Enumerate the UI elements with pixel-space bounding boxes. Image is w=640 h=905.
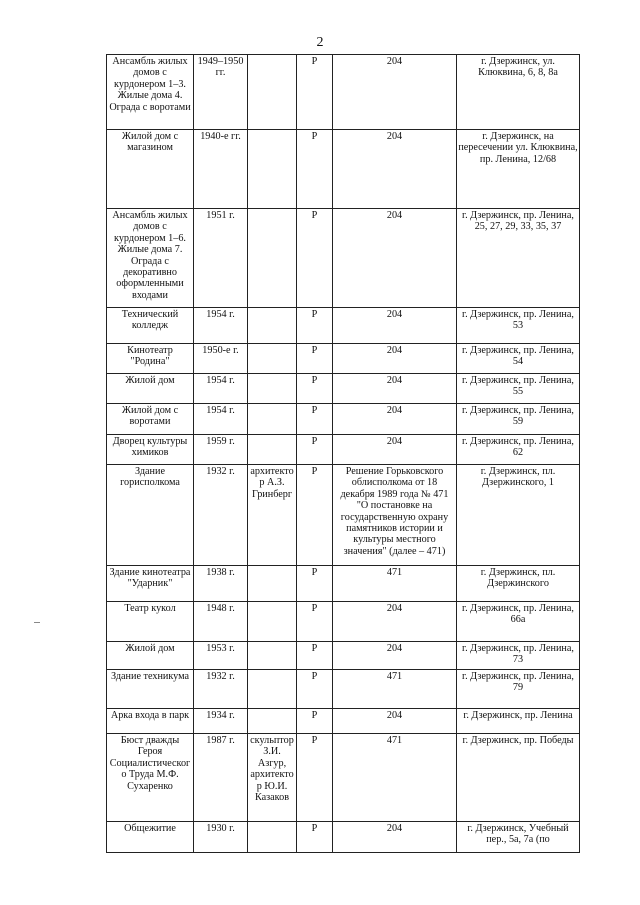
document-cell: 204 [333, 308, 457, 344]
object-name-cell: Театр кукол [107, 602, 194, 642]
object-name-cell: Дворец культуры химиков [107, 435, 194, 465]
object-name-cell: Ансамбль жилых домов с курдонером 1–3. Жилые дома 4. Ограда с воротами [107, 55, 194, 130]
author-cell [248, 566, 297, 602]
table-row [107, 344, 580, 374]
date-cell: 1959 г. [194, 435, 248, 465]
object-name-cell: Кинотеатр "Родина" [107, 344, 194, 374]
category-cell: Р [297, 602, 333, 642]
monuments-table-body [107, 55, 580, 853]
author-cell [248, 709, 297, 734]
category-cell: Р [297, 130, 333, 209]
table-row [107, 602, 580, 642]
document-cell: 204 [333, 374, 457, 404]
monuments-table [106, 54, 580, 853]
category-cell: Р [297, 566, 333, 602]
document-cell: 471 [333, 670, 457, 709]
date-cell: 1987 г. [194, 734, 248, 822]
date-cell: 1930 г. [194, 822, 248, 853]
author-cell: архитектор А.З. Гринберг [248, 465, 297, 566]
category-cell: Р [297, 670, 333, 709]
margin-mark [34, 622, 40, 623]
address-cell: г. Дзержинск, пр. Ленина, 54 [457, 344, 580, 374]
address-cell: г. Дзержинск, пр. Ленина, 62 [457, 435, 580, 465]
date-cell: 1954 г. [194, 374, 248, 404]
table-row [107, 642, 580, 670]
date-cell: 1932 г. [194, 670, 248, 709]
category-cell: Р [297, 344, 333, 374]
table-row [107, 308, 580, 344]
object-name-cell: Технический колледж [107, 308, 194, 344]
object-name-cell: Бюст дважды Героя Социалистического Труда М.Ф. Сухаренко [107, 734, 194, 822]
date-cell: 1951 г. [194, 209, 248, 308]
document-cell: 204 [333, 130, 457, 209]
author-cell [248, 55, 297, 130]
object-name-cell: Здание техникума [107, 670, 194, 709]
document-cell: 204 [333, 209, 457, 308]
address-cell: г. Дзержинск, пл. Дзержинского, 1 [457, 465, 580, 566]
author-cell [248, 344, 297, 374]
author-cell: скульптор З.И. Азгур, архитектор Ю.И. Казаков [248, 734, 297, 822]
address-cell: г. Дзержинск, Учебный пер., 5а, 7а (по [457, 822, 580, 853]
address-cell: г. Дзержинск, пр. Ленина, 66а [457, 602, 580, 642]
table-row [107, 709, 580, 734]
table-row [107, 465, 580, 566]
address-cell: г. Дзержинск, пр. Ленина, 73 [457, 642, 580, 670]
category-cell: Р [297, 822, 333, 853]
table-row [107, 566, 580, 602]
document-cell: 204 [333, 709, 457, 734]
object-name-cell: Жилой дом с магазином [107, 130, 194, 209]
object-name-cell: Здание кинотеатра "Ударник" [107, 566, 194, 602]
category-cell: Р [297, 465, 333, 566]
document-cell: 204 [333, 602, 457, 642]
category-cell: Р [297, 374, 333, 404]
category-cell: Р [297, 709, 333, 734]
date-cell: 1954 г. [194, 308, 248, 344]
table-row [107, 734, 580, 822]
object-name-cell: Здание горисполкома [107, 465, 194, 566]
category-cell: Р [297, 209, 333, 308]
date-cell: 1950-е г. [194, 344, 248, 374]
object-name-cell: Ансамбль жилых домов с курдонером 1–6. Жилые дома 7. Ограда с декоративно оформленными входами [107, 209, 194, 308]
table-row [107, 55, 580, 130]
date-cell: 1934 г. [194, 709, 248, 734]
address-cell: г. Дзержинск, пр. Ленина, 25, 27, 29, 33, 35, 37 [457, 209, 580, 308]
author-cell [248, 308, 297, 344]
category-cell: Р [297, 734, 333, 822]
object-name-cell: Жилой дом с воротами [107, 404, 194, 435]
document-cell: Решение Горьковского облисполкома от 18 декабря 1989 года № 471 "О постановке на государственную охрану памятников истории и культуры местного значения" (далее – 471) [333, 465, 457, 566]
date-cell: 1932 г. [194, 465, 248, 566]
date-cell: 1948 г. [194, 602, 248, 642]
category-cell: Р [297, 404, 333, 435]
address-cell: г. Дзержинск, ул. Клюквина, 6, 8, 8а [457, 55, 580, 130]
author-cell [248, 404, 297, 435]
author-cell [248, 670, 297, 709]
object-name-cell: Арка входа в парк [107, 709, 194, 734]
object-name-cell: Жилой дом [107, 374, 194, 404]
address-cell: г. Дзержинск, пр. Ленина [457, 709, 580, 734]
table-row [107, 130, 580, 209]
object-name-cell: Общежитие [107, 822, 194, 853]
table-row [107, 435, 580, 465]
category-cell: Р [297, 642, 333, 670]
category-cell: Р [297, 308, 333, 344]
date-cell: 1949–1950 гг. [194, 55, 248, 130]
author-cell [248, 374, 297, 404]
table-row [107, 822, 580, 853]
category-cell: Р [297, 435, 333, 465]
address-cell: г. Дзержинск, пр. Ленина, 59 [457, 404, 580, 435]
table-row [107, 404, 580, 435]
address-cell: г. Дзержинск, пр. Ленина, 79 [457, 670, 580, 709]
document-cell: 204 [333, 55, 457, 130]
document-cell: 204 [333, 642, 457, 670]
document-cell: 204 [333, 344, 457, 374]
document-cell: 204 [333, 822, 457, 853]
document-cell: 204 [333, 404, 457, 435]
author-cell [248, 822, 297, 853]
date-cell: 1938 г. [194, 566, 248, 602]
table-row [107, 209, 580, 308]
page-number: 2 [316, 35, 324, 50]
author-cell [248, 130, 297, 209]
table-row [107, 374, 580, 404]
address-cell: г. Дзержинск, на пересечении ул. Клюквина, пр. Ленина, 12/68 [457, 130, 580, 209]
date-cell: 1953 г. [194, 642, 248, 670]
document-cell: 471 [333, 566, 457, 602]
document-cell: 471 [333, 734, 457, 822]
address-cell: г. Дзержинск, пр. Ленина, 53 [457, 308, 580, 344]
object-name-cell: Жилой дом [107, 642, 194, 670]
address-cell: г. Дзержинск, пл. Дзержинского [457, 566, 580, 602]
date-cell: 1954 г. [194, 404, 248, 435]
address-cell: г. Дзержинск, пр. Ленина, 55 [457, 374, 580, 404]
address-cell: г. Дзержинск, пр. Победы [457, 734, 580, 822]
document-cell: 204 [333, 435, 457, 465]
table-row [107, 670, 580, 709]
author-cell [248, 602, 297, 642]
category-cell: Р [297, 55, 333, 130]
date-cell: 1940-е гг. [194, 130, 248, 209]
author-cell [248, 435, 297, 465]
author-cell [248, 209, 297, 308]
author-cell [248, 642, 297, 670]
